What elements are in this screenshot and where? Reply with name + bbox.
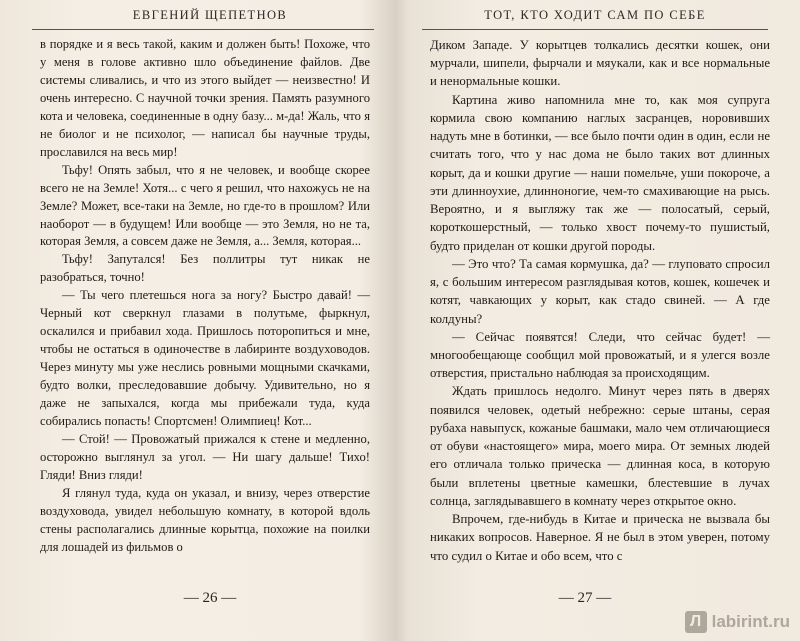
paragraph: — Ты чего плетешься нога за ногу? Быстро давай! — Черный кот сверкнул глазами в полутьме, фыркнул, оскалился и прибавил хода. Пришлось поторопиться и мне, чтобы не остаться в одиночестве в лабиринте воздуховодов. Через минуту мы уже неслись ровными мощными скачками, будто волки, преследовавшие добычу. Удивительно, но я даже не запыхался, когда мы прибежали туда, куда собирались попасть! Спортсмен! Олимпиец! Кот... [40, 288, 370, 429]
header-rule-left [32, 29, 374, 30]
paragraph: Диком Западе. У корытцев толкались десятки кошек, они мурчали, шипели, фырчали и мяукали, как и все нормальные и ненормальные кошки. [430, 38, 770, 89]
paragraph: — Сейчас появятся! Следи, что сейчас будет! — многообещающе сообщил мой провожатый, и я улегся возле отверстия, пристально наблюдая за происходящим. [430, 329, 770, 381]
labirint-logo-icon: Л [685, 611, 707, 633]
paragraph: — Стой! — Провожатый прижался к стене и медленно, осторожно выглянул за угол. — Ни шагу дальше! Тихо! Гляди! Вниз гляди! [40, 431, 370, 482]
paragraph: в порядке и я весь такой, каким и должен быть! Похоже, что у меня в голове активно шло объединение файлов. Две системы сливались, и что из этого выйдет — неизвестно! И очень интересно. С научной точки зрения. Память разумного кота и человека, соединенные в одну базу... м-да! Жаль, что я не биолог и не психолог, — написал бы научные труды, прославился на весь мир! [40, 37, 370, 159]
running-head-right: ТОТ, КТО ХОДИТ САМ ПО СЕБЕ [484, 8, 706, 22]
paragraph: — Это что? Та самая кормушка, да? — глуповато спросил я, с большим интересом разглядывая котов, кошек, кошечек и котят, чавкающих у корыт, как стадо свиней. — А где колдуны? [430, 256, 770, 326]
paragraph: Ждать пришлось недолго. Минут через пять в дверях появился человек, одетый небрежно: серые штаны, серая рубаха навыпуск, кожаные башмаки, мало чем отличающиеся от обуви «настоящего» мира, моего мира. От земных людей его отличала только прическа — длинная коса, в которую были вплетены цветные камешки, блестевшие в лучах солнца, заглядывавшего в комнату через открытое окно. [430, 384, 770, 508]
running-head-left: ЕВГЕНИЙ ЩЕПЕТНОВ [132, 8, 288, 22]
header-rule-right [422, 29, 768, 30]
page-number-left: — 26 — [183, 590, 237, 606]
watermark-text: labirint.ru [711, 612, 790, 631]
right-page [400, 0, 800, 641]
paragraph: Тьфу! Опять забыл, что я не человек, и вообще скорее всего не на Земле! Хотя... с чего я решил, что нахожусь не на Земле? Может, все-таки на Земле, но где-то в прошлом? Или наоборот — в будущем! Или вообще — это Земля, но не та, которая Земля, а совсем даже не Земля, а... Земля, которая... [40, 162, 370, 249]
watermark-logo [685, 611, 790, 633]
paragraph: Картина живо напомнила мне то, как моя супруга кормила свою компанию наглых засранцев, норовивших надуть мне в ботинки, — все было почти один в один, если не считать того, что у нас дома не было таких вот длинных корыт, да и кошки другие — наши помельче, уши покороче, а эти длинноухие, длинноногие, чем-то смахивающие на рысь. Вероятно, и я выгляжу так же — полосатый, серый, короткошерстный, — только хвост почему-то пушистый, будто приделан от кошки другой породы. [430, 92, 770, 253]
left-page-body [40, 36, 370, 557]
paragraph: Тьфу! Запутался! Без поллитры тут никак не разобраться, точно! [40, 252, 370, 285]
paragraph: Я глянул туда, куда он указал, и внизу, через отверстие воздуховода, увидел небольшую комнату, в которой вдоль стены располагались длинные корытца, похожие на поилки для лошадей из фильмов о [40, 485, 370, 554]
right-page-body [430, 36, 770, 565]
paragraph: Впрочем, где-нибудь в Китае и прическа не вызвала бы никаких вопросов. Наверное. Я не был в этом уверен, потому что судил о Китае и обо всем, что с [430, 512, 770, 563]
page-number-right: — 27 — [558, 590, 612, 606]
